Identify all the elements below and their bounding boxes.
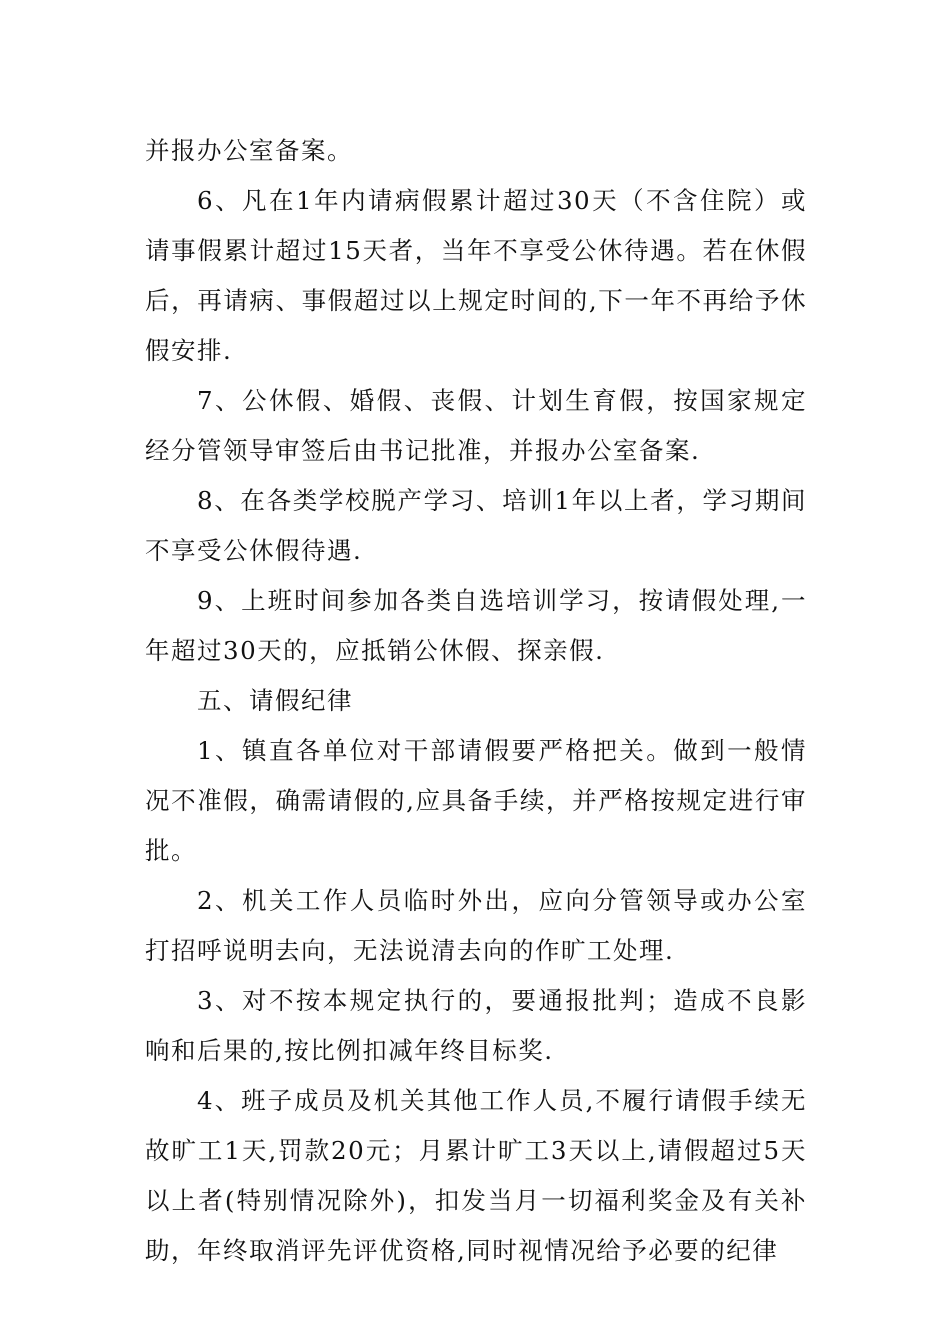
paragraph-item-9: 9、上班时间参加各类自选培训学习，按请假处理,一年超过30天的，应抵销公休假、探亲假. — [145, 586, 807, 665]
paragraph-discipline-4: 4、班子成员及机关其他工作人员,不履行请假手续无故旷工1天,罚款20元；月累计旷工3天以上,请假超过5天以上者(特别情况除外)，扣发当月一切福利奖金及有关补助，年终取消评先评优资格,同时视情况给予必要的纪律 — [145, 1086, 807, 1265]
section-heading-leave-discipline: 五、请假纪律 — [197, 686, 353, 715]
paragraph-discipline-1: 1、镇直各单位对干部请假要严格把关。做到一般情况不准假，确需请假的,应具备手续，并严格按规定进行审批。 — [145, 736, 807, 865]
document-body — [145, 126, 807, 1276]
paragraph-item-7: 7、公休假、婚假、丧假、计划生育假，按国家规定经分管领导审签后由书记批准，并报办公室备案. — [145, 386, 807, 465]
paragraph-item-8: 8、在各类学校脱产学习、培训1年以上者，学习期间不享受公休假待遇. — [145, 486, 807, 565]
paragraph-item-6: 6、凡在1年内请病假累计超过30天（不含住院）或请事假累计超过15天者，当年不享受公休待遇。若在休假后，再请病、事假超过以上规定时间的,下一年不再给予休假安排. — [145, 186, 807, 365]
paragraph-discipline-3: 3、对不按本规定执行的，要通报批判；造成不良影响和后果的,按比例扣减年终目标奖. — [145, 986, 807, 1065]
paragraph-continuation: 并报办公室备案。 — [145, 136, 353, 165]
paragraph-discipline-2: 2、机关工作人员临时外出，应向分管领导或办公室打招呼说明去向，无法说清去向的作旷工处理. — [145, 886, 807, 965]
